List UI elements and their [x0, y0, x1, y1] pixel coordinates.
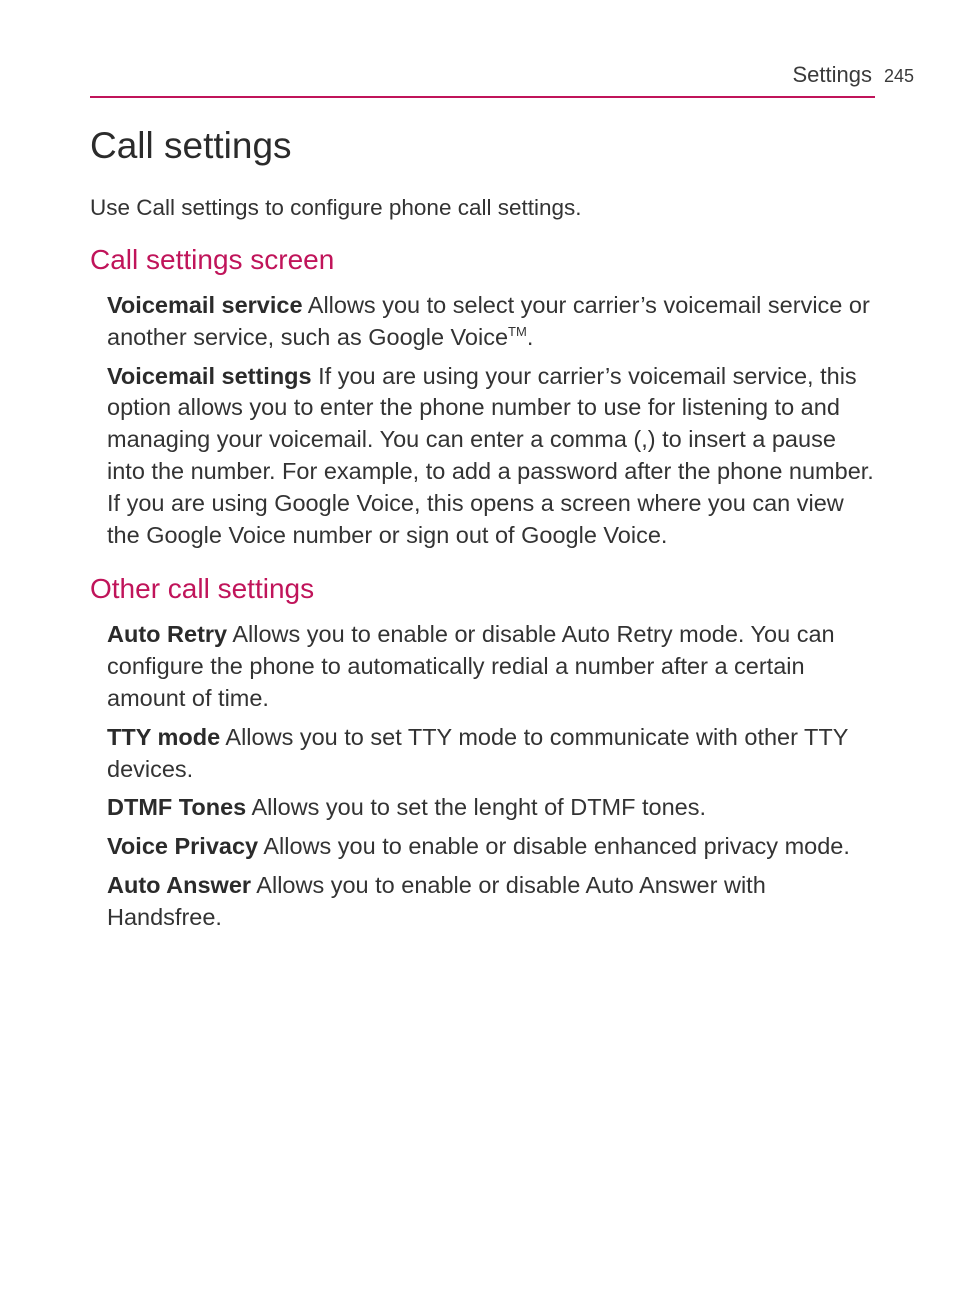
- entry-description: Allows you to set TTY mode to communicate with other TTY devices.: [107, 723, 848, 782]
- entry-term: Voicemail settings: [107, 362, 312, 389]
- entry-voicemail-settings: [107, 361, 880, 552]
- entry-auto-answer: [107, 870, 880, 934]
- intro-paragraph: Use Call settings to configure phone call settings.: [90, 195, 582, 220]
- trademark-superscript: TM: [508, 323, 527, 339]
- entry-term: Auto Retry: [107, 621, 228, 648]
- entry-description: Allows you to enable or disable Auto Retry mode. You can configure the phone to automatically redial a number after a certain amount of time.: [107, 621, 835, 711]
- entry-voice-privacy: [107, 831, 880, 863]
- entry-tty-mode: [107, 722, 880, 786]
- entry-auto-retry: [107, 619, 880, 714]
- entry-tail: .: [526, 323, 534, 350]
- section-other-call-settings: [90, 571, 880, 933]
- section-heading: Other call settings: [90, 573, 315, 605]
- page-number: 245: [883, 66, 914, 86]
- section-heading: Call settings screen: [90, 244, 335, 275]
- page-content: [90, 120, 880, 941]
- entry-dtmf-tones: [107, 792, 880, 824]
- entry-list: [90, 619, 880, 933]
- entry-term: Voice Privacy: [107, 833, 259, 860]
- page-title: Call settings: [90, 125, 292, 166]
- entry-term: DTMF Tones: [107, 794, 247, 821]
- entry-description: Allows you to select your carrier’s voicemail service or another service, such as Google Voice: [107, 292, 870, 350]
- running-header: [792, 62, 914, 88]
- entry-term: Auto Answer: [107, 871, 252, 898]
- entry-description: Allows you to enable or disable Auto Answer with Handsfree.: [107, 871, 766, 930]
- entry-description: Allows you to set the lenght of DTMF tones.: [251, 794, 707, 821]
- header-section-name: Settings: [792, 62, 872, 87]
- entry-list: [90, 290, 880, 551]
- entry-voicemail-service: [107, 290, 880, 354]
- header-divider: [90, 96, 875, 98]
- entry-term: Voicemail service: [107, 292, 303, 318]
- entry-description: Allows you to enable or disable enhanced privacy mode.: [263, 833, 850, 860]
- section-call-settings-screen: [90, 242, 880, 551]
- entry-description: If you are using your carrier’s voicemail service, this option allows you to enter the phone number to use for listening to and managing your voicemail. You can enter a comma (,) to insert a pause into the number. For example, to add a password after the phone number. If you are using Google Voice, this opens a screen where you can view the Google Voice number or sign out of Google Voice.: [107, 362, 874, 548]
- entry-term: TTY mode: [107, 723, 221, 750]
